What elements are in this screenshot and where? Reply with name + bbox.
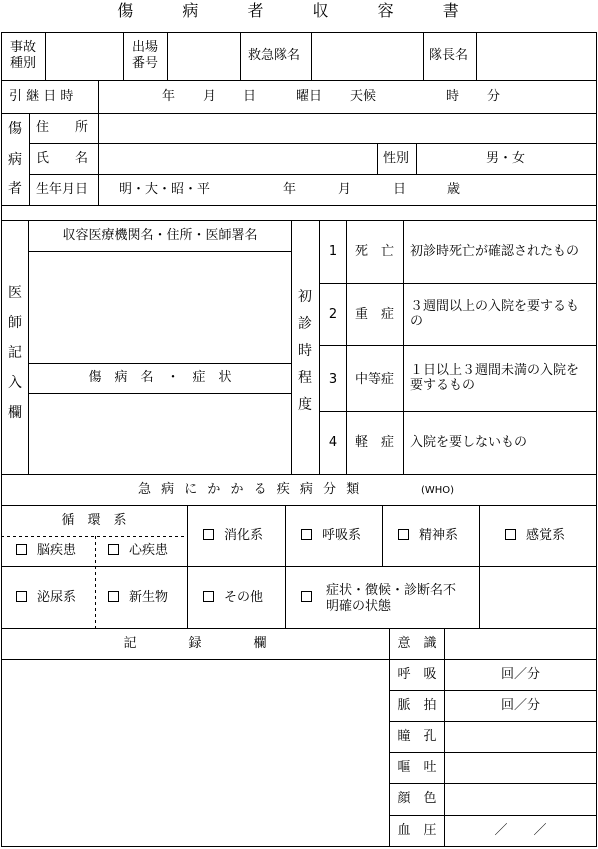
other-option[interactable] <box>203 591 263 605</box>
team-name-label: 救急隊名 <box>248 48 301 63</box>
name-label: 氏 名 <box>36 151 89 166</box>
severity-num: 2 <box>328 307 338 322</box>
dob-day: 日 <box>393 182 407 197</box>
institution-field[interactable] <box>29 252 291 363</box>
doctor-section-char-3: 記 <box>8 345 22 361</box>
severity-section-char-3: 時 <box>298 343 312 359</box>
address-field[interactable] <box>99 114 596 143</box>
urinary-option[interactable] <box>16 591 76 605</box>
neoplasm-checkbox[interactable] <box>108 591 119 602</box>
dob-label: 生年月日 <box>36 182 89 197</box>
classification-header: 急 病 に か か る 疾 病 分 類 <box>138 482 363 497</box>
dob-year: 年 <box>283 182 297 197</box>
patient-section-char-1: 傷 <box>8 121 22 137</box>
handover-weather: 天候 <box>350 89 377 104</box>
vital-value-blood-pressure[interactable]: ／ ／ <box>494 823 547 838</box>
age-label: 歳 <box>447 182 461 197</box>
handover-minute: 分 <box>487 89 501 104</box>
patient-section-char-2: 病 <box>8 152 22 168</box>
accident-type-label: 事故 種別 <box>10 40 37 71</box>
sensory-option[interactable] <box>505 529 565 543</box>
other-label: その他 <box>224 590 264 605</box>
severity-num: 4 <box>328 435 338 450</box>
severity-section-char-4: 程 <box>298 370 312 386</box>
vital-value-respiration[interactable]: 回／分 <box>500 667 540 682</box>
unclear-checkbox[interactable] <box>301 591 312 602</box>
dispatch-number-label: 出場 番号 <box>132 40 159 71</box>
handover-label: 引 継 日 時 <box>9 89 74 104</box>
severity-level[interactable]: 軽 症 <box>355 435 395 450</box>
cardiac-checkbox[interactable] <box>108 544 119 555</box>
era-options[interactable]: 明・大・昭・平 <box>119 182 211 197</box>
records-field[interactable] <box>2 660 389 846</box>
digestive-label: 消化系 <box>224 528 264 543</box>
urinary-checkbox[interactable] <box>16 591 27 602</box>
severity-desc: 初診時死亡が確認されたもの <box>410 244 580 259</box>
severity-level[interactable]: 重 症 <box>355 307 395 322</box>
doctor-section-char-2: 師 <box>8 315 22 331</box>
address-label: 住 所 <box>36 120 89 135</box>
vital-label-consciousness: 意 識 <box>397 636 437 651</box>
dispatch-number-field[interactable] <box>168 33 240 80</box>
vital-label-respiration: 呼 吸 <box>397 667 437 682</box>
mental-label: 精神系 <box>419 528 459 543</box>
severity-num: 3 <box>328 372 338 387</box>
respiratory-option[interactable] <box>301 529 361 543</box>
neoplasm-label: 新生物 <box>129 590 169 605</box>
vital-label-complexion: 顔 色 <box>397 791 437 806</box>
severity-num: 1 <box>328 244 338 259</box>
sensory-label: 感覚系 <box>526 528 566 543</box>
vital-label-pulse: 脈 拍 <box>397 698 437 713</box>
patient-section-char-3: 者 <box>8 181 22 197</box>
diagnosis-field[interactable] <box>29 394 291 474</box>
classification-who: (WHO) <box>421 485 455 496</box>
mental-checkbox[interactable] <box>398 529 409 540</box>
form-title: 傷 病 者 収 容 書 <box>117 1 481 20</box>
neoplasm-option[interactable] <box>108 591 168 605</box>
diagnosis-header: 傷 病 名 ・ 症 状 <box>88 370 232 385</box>
cardiac-option[interactable] <box>108 544 168 558</box>
dob-month: 月 <box>338 182 352 197</box>
respiratory-label: 呼吸系 <box>322 528 362 543</box>
doctor-section-char-5: 欄 <box>8 405 22 421</box>
digestive-checkbox[interactable] <box>203 529 214 540</box>
respiratory-checkbox[interactable] <box>301 529 312 540</box>
severity-desc: ３週間以上の入院を要するも の <box>410 299 580 329</box>
handover-weekday: 曜日 <box>296 89 323 104</box>
sensory-checkbox[interactable] <box>505 529 516 540</box>
severity-level[interactable]: 中等症 <box>355 372 395 387</box>
records-header: 記 録 欄 <box>123 636 267 651</box>
cardiac-label: 心疾患 <box>129 543 169 558</box>
name-field[interactable] <box>99 144 377 174</box>
vital-label-blood-pressure: 血 圧 <box>397 823 437 838</box>
other-checkbox[interactable] <box>203 591 214 602</box>
mental-option[interactable] <box>398 529 458 543</box>
cerebral-checkbox[interactable] <box>16 544 27 555</box>
captain-name-field[interactable] <box>477 33 596 80</box>
severity-section-char-2: 診 <box>298 316 312 332</box>
severity-desc: １日以上３週間未満の入院を 要するもの <box>410 363 580 393</box>
severity-desc: 入院を要しないもの <box>410 435 528 450</box>
doctor-section-char-1: 医 <box>8 285 22 301</box>
handover-month: 月 <box>203 89 217 104</box>
sex-options[interactable]: 男・女 <box>486 151 526 166</box>
circulatory-label: 循 環 系 <box>61 513 127 528</box>
institution-header: 収容医療機関名・住所・医師署名 <box>62 228 258 243</box>
accident-type-field[interactable] <box>46 33 123 80</box>
doctor-section-char-4: 入 <box>8 375 22 391</box>
severity-level[interactable]: 死 亡 <box>355 244 395 259</box>
handover-day: 日 <box>243 89 257 104</box>
vital-label-vomiting: 嘔 吐 <box>397 760 437 775</box>
sex-label: 性別 <box>383 151 410 166</box>
handover-year: 年 <box>162 89 176 104</box>
vital-value-pulse[interactable]: 回／分 <box>500 698 540 713</box>
severity-section-char-5: 度 <box>298 397 312 413</box>
cerebral-label: 脳疾患 <box>37 543 77 558</box>
vital-label-pupil: 瞳 孔 <box>397 729 437 744</box>
handover-hour: 時 <box>446 89 460 104</box>
urinary-label: 泌尿系 <box>37 590 77 605</box>
team-name-field[interactable] <box>312 33 423 80</box>
severity-section-char-1: 初 <box>298 289 312 305</box>
captain-name-label: 隊長名 <box>429 48 469 63</box>
digestive-option[interactable] <box>203 529 263 543</box>
cerebral-option[interactable] <box>16 544 76 558</box>
unclear-label: 症状・徴候・診断名不 明確の状態 <box>326 583 457 614</box>
